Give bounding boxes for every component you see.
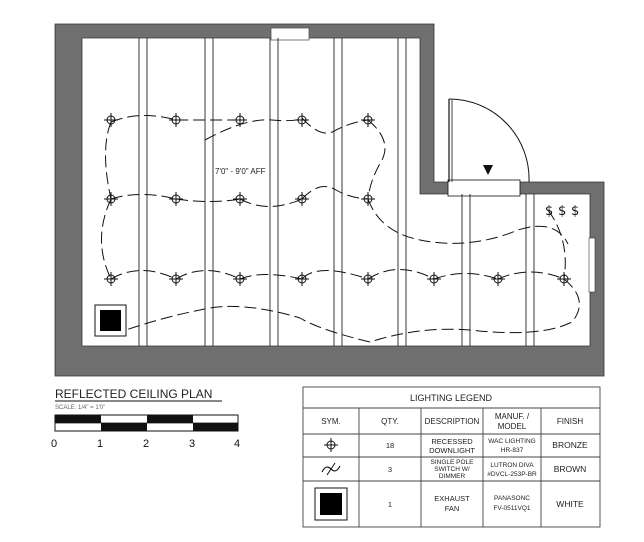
downlight-symbol: [169, 272, 183, 286]
row1-qty: 18: [385, 441, 395, 450]
downlight-symbol: [295, 113, 309, 127]
downlight-symbol: [361, 272, 375, 286]
downlight-symbol: [361, 192, 375, 206]
svg-text:$: $: [558, 204, 567, 219]
downlights: [104, 113, 571, 286]
scale-label: 3: [189, 438, 196, 450]
header-finish: FINISH: [556, 417, 584, 426]
downlight-symbol: [169, 192, 183, 206]
right-wall-notch: [589, 238, 595, 292]
exterior-wall: [55, 24, 604, 376]
row3-qty: 1: [387, 500, 393, 509]
row2-desc: SWITCH W/: [434, 466, 470, 473]
downlight-symbol: [491, 272, 505, 286]
row1-desc: RECESSED: [431, 437, 473, 446]
downlight-symbol: [295, 272, 309, 286]
row3-desc: EXHAUST: [434, 494, 470, 503]
legend-title: LIGHTING LEGEND: [409, 393, 493, 403]
exhaust-fan: [95, 305, 126, 336]
scale-label: 0: [51, 438, 58, 450]
downlight-symbol: [233, 192, 247, 206]
lighting-legend: [303, 387, 600, 527]
row2-manuf: LUTRON DIVA: [490, 462, 534, 469]
dimmer-switch-icon: [322, 463, 340, 475]
walls: [55, 24, 604, 376]
downlight-symbol: [233, 272, 247, 286]
header-model: MODEL: [497, 422, 527, 431]
row1-desc: DOWNLIGHT: [429, 446, 475, 455]
row1-manuf: WAC LIGHTING: [488, 438, 536, 445]
scale-label: 2: [143, 438, 150, 450]
row1-model: HR-837: [500, 447, 524, 454]
top-wall-opening: [271, 28, 309, 40]
plan-title: REFLECTED CEILING PLAN: [55, 387, 213, 401]
row3-finish: WHITE: [556, 499, 584, 509]
row3-manuf: PANASONC: [494, 495, 530, 502]
row2-desc: SINGLE POLE: [430, 459, 474, 466]
row2-qty: 3: [387, 465, 393, 474]
door-opening: [448, 180, 520, 196]
recessed-downlight-icon: [324, 438, 338, 452]
switch-s-icon: [571, 204, 579, 219]
row3-desc: FAN: [444, 504, 460, 513]
switch-s-icon: [558, 204, 566, 219]
header-qty: QTY.: [381, 417, 399, 426]
row2-finish: BROWN: [553, 464, 587, 474]
exhaust-fan-icon: [315, 488, 347, 520]
downlight-symbol: [104, 192, 118, 206]
scale-label: 4: [234, 438, 241, 450]
downlight-symbol: [104, 272, 118, 286]
row1-finish: BRONZE: [552, 440, 588, 450]
ceiling-height-label: 7'0" - 9'0" AFF: [215, 167, 266, 176]
scale-note: SCALE: 1/4" = 1'0": [55, 405, 106, 411]
header-description: DESCRIPTION: [424, 417, 480, 426]
dimmer-switches: [545, 204, 579, 219]
header-manuf: MANUF. /: [494, 412, 530, 421]
row2-desc: DIMMER: [438, 473, 466, 480]
row3-model: FV-0511VQ1: [493, 505, 531, 512]
door-marker-arrow: [483, 165, 493, 175]
row2-model: #DVCL-253P-BR: [487, 471, 537, 478]
downlight-symbol: [169, 113, 183, 127]
entry-door: [449, 99, 529, 182]
downlight-symbol: [233, 113, 247, 127]
downlight-symbol: [104, 113, 118, 127]
scale-bar: [55, 415, 238, 431]
svg-text:$: $: [571, 204, 580, 219]
downlight-symbol: [427, 272, 441, 286]
wiring-runs: [102, 115, 580, 342]
switch-s-icon: [545, 204, 553, 219]
header-sym: SYM.: [321, 417, 341, 426]
svg-text:$: $: [545, 204, 554, 219]
scale-label: 1: [97, 438, 104, 450]
